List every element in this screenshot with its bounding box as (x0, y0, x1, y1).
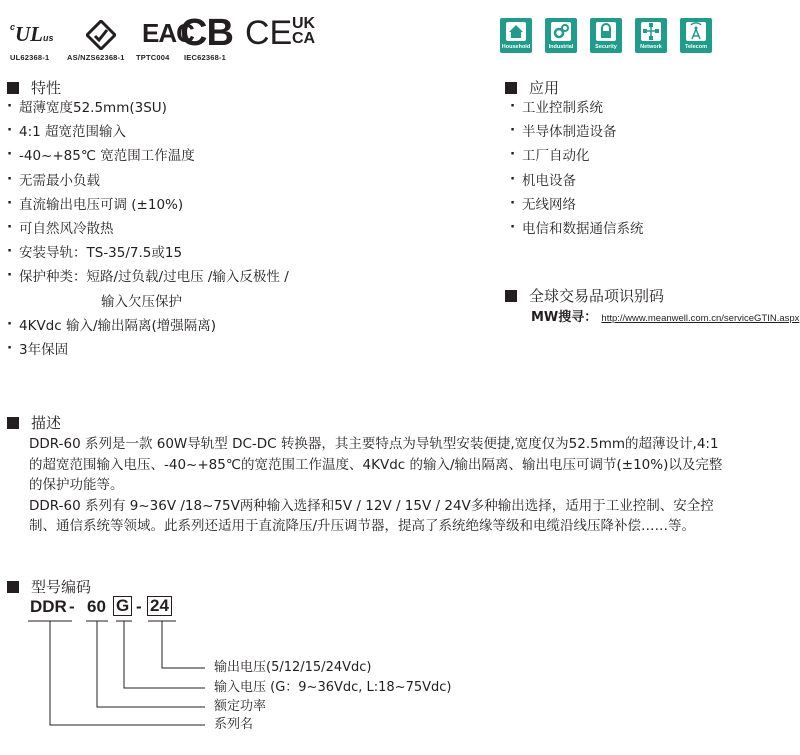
legend-input-voltage: 输入电压 (G：9~36Vdc, L:18~75Vdc) (214, 680, 452, 695)
eac-mark: EAC (142, 18, 194, 48)
list-item: · 安装导轨：TS-35/7.5或15 (5, 241, 289, 265)
legend-series-name: 系列名 (214, 717, 254, 732)
model-connector-lines (0, 617, 220, 727)
category-industrial: Industrial (545, 18, 577, 53)
list-item: · 无需最小负载 (5, 169, 289, 193)
list-item: · 超薄宽度52.5mm(3SU) (5, 96, 289, 120)
ukca-mark: UK CA (292, 15, 316, 47)
cert-label-cb: IEC62368-1 (184, 53, 227, 62)
model-heading: 型号编码 (7, 576, 91, 597)
bullet-square-icon (7, 581, 19, 593)
list-item: · 4:1 超宽范围输入 (5, 120, 289, 144)
culus-mark: $^c$ULus (10, 22, 54, 46)
list-item: · 直流输出电压可调 (±10%) (5, 193, 289, 217)
applications-list (508, 96, 644, 241)
cert-label-eac: TPTC004 (136, 53, 170, 62)
legend-output-voltage: 输出电压(5/12/15/24Vdc) (214, 660, 372, 675)
list-item: · 4KVdc 输入/输出隔离(增强隔离) (5, 314, 289, 338)
features-list (5, 96, 289, 362)
gears-icon (551, 22, 571, 41)
description-heading: 描述 (7, 412, 61, 433)
description-text (29, 434, 722, 537)
bullet-square-icon (505, 82, 517, 94)
network-icon (641, 22, 661, 41)
category-security: Security (590, 18, 622, 53)
description-line: 制、通信系统等领域。此系列还适用于直流降压/升压调节器，提高了系统绝缘等级和电缆沿线压降补偿……等。 (29, 518, 696, 535)
list-item-continuation: 输入欠压保护 (101, 293, 182, 310)
model-input-code: G (113, 596, 132, 616)
cert-label-rcm: AS/NZS62368-1 (67, 53, 125, 62)
ce-mark: CE (245, 14, 293, 52)
list-item: · 可自然风冷散热 (5, 217, 289, 241)
antenna-icon (686, 22, 706, 41)
list-item: · 无线网络 (508, 193, 644, 217)
list-item: · 电信和数据通信系统 (508, 217, 644, 241)
features-heading: 特性 (7, 77, 61, 98)
list-item: · 工厂自动化 (508, 144, 644, 168)
list-item: · -40~+85℃ 宽范围工作温度 (5, 144, 289, 168)
description-line: DDR-60 系列有 9~36V /18~75V两种输入选择和5V / 12V / 15V / 24V多种输出选择，适用于工业控制、安全控 (29, 497, 714, 514)
applications-heading: 应用 (505, 77, 559, 98)
list-item: · 机电设备 (508, 169, 644, 193)
category-telecom: Telecom (680, 18, 712, 53)
bullet-square-icon (505, 290, 517, 302)
model-power: 60 (87, 597, 106, 616)
bullet-square-icon (7, 417, 19, 429)
list-item: · 工业控制系统 (508, 96, 644, 120)
model-dash: - (69, 597, 75, 616)
gtin-label: MW搜寻： (531, 310, 598, 325)
rcm-mark (86, 20, 116, 55)
cb-mark: CB (180, 12, 233, 54)
gtin-search (531, 306, 799, 325)
description-line: 的超宽范围输入电压、-40~+85℃的宽范围工作温度、4KVdc 的输入/输出隔离、输出电压可调节(±10%)以及完整 (29, 456, 723, 473)
list-item: · 保护种类：短路/过负载/过电压 /输入反极性 / (5, 265, 289, 289)
list-item: · 3年保固 (5, 338, 289, 362)
description-line: DDR-60 系列是一款 60W导轨型 DC-DC 转换器，其主要特点为导轨型安装便捷,宽度仅为52.5mm的超薄设计,4:1 (29, 436, 719, 452)
cert-label-ul: UL62368-1 (10, 53, 50, 62)
legend-rated-power: 额定功率 (214, 699, 267, 714)
category-network: Network (635, 18, 667, 53)
gtin-heading: 全球交易品项识别码 (505, 285, 664, 306)
description-line: 的保护功能等。 (29, 477, 124, 494)
category-household: Household (500, 18, 532, 53)
bullet-square-icon (7, 82, 19, 94)
model-prefix: DDR (30, 597, 67, 616)
gtin-link[interactable]: http://www.meanwell.com.cn/serviceGTIN.aspx (601, 313, 800, 324)
house-icon (506, 22, 526, 41)
model-output-code: 24 (147, 596, 172, 616)
list-item: · 半导体制造设备 (508, 120, 644, 144)
model-dash: - (136, 597, 142, 616)
lock-icon (596, 22, 616, 41)
